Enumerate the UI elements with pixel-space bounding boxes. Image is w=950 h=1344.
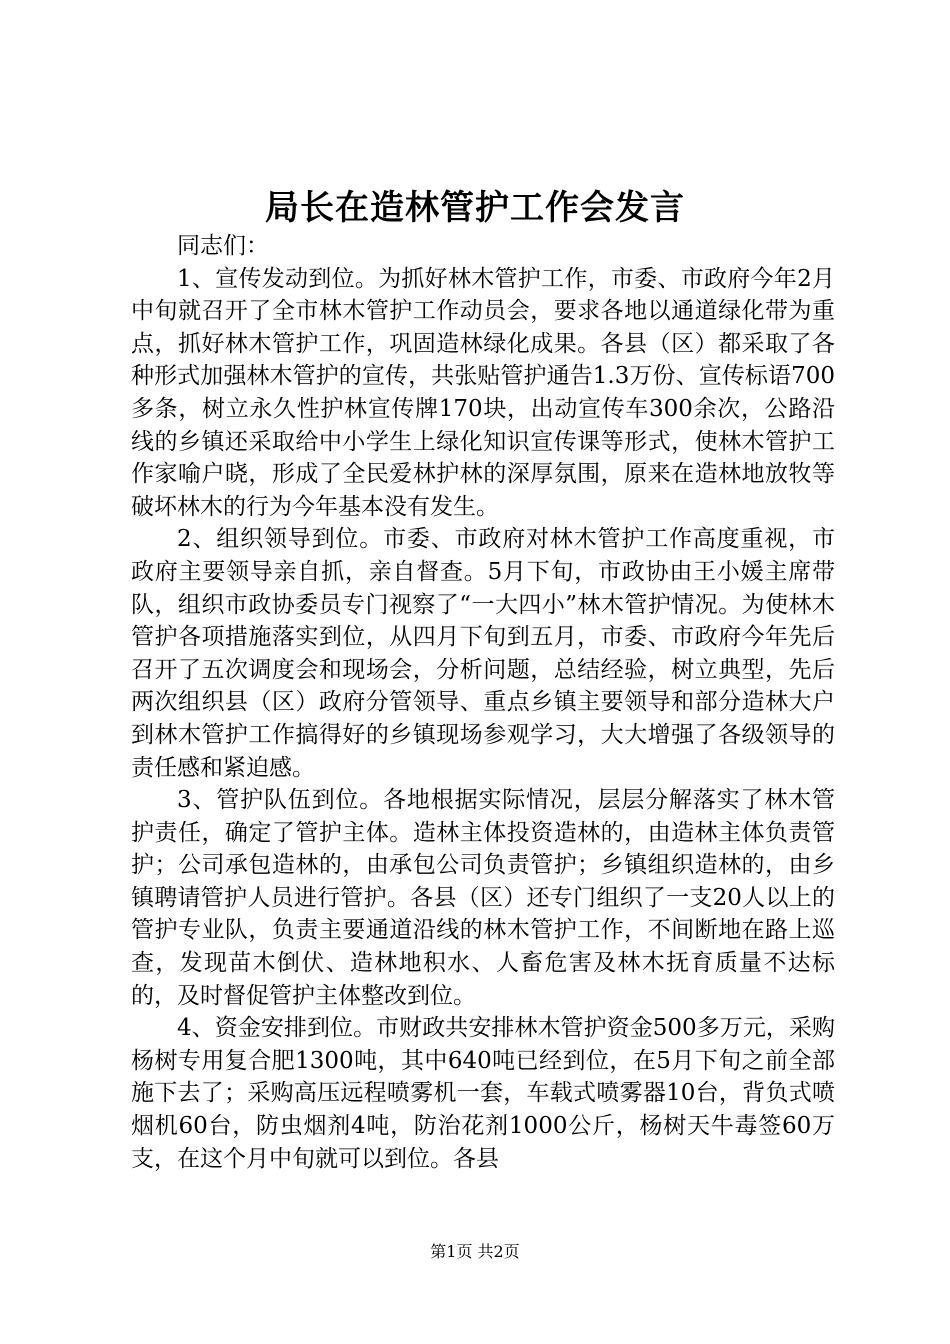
document-title: 局长在造林管护工作会发言 xyxy=(265,188,685,228)
page-footer: 第1页 共2页 xyxy=(430,1242,520,1261)
paragraph-1: 1、宣传发动到位。为抓好林木管护工作，市委、市政府今年2月中旬就召开了全市林木管护工作动员会，要求各地以通道绿化带为重点，抓好林木管护工作，巩固造林绿化成果。各县（区）都采取了各种形式加强林木管护的宣传，共张贴管护通告1.3万份、宣传标语700多条，树立永久性护林宣传牌170块，出动宣传车300余次，公路沿线的乡镇还采取给中小学生上绿化知识宣传课等形式，使林木管护工作家喻户晓，形成了全民爱林护林的深厚氛围，原来在造林地放牧等破坏林木的行为今年基本没有发生。 xyxy=(131,265,835,520)
salutation: 同志们： xyxy=(177,233,269,259)
paragraph-3: 3、管护队伍到位。各地根据实际情况，层层分解落实了林木管护责任，确定了管护主体。造林主体投资造林的，由造林主体负责管护；公司承包造林的，由承包公司负责管护；乡镇组织造林的，由乡镇聘请管护人员进行管护。各县（区）还专门组织了一支20人以上的管护专业队，负责主要通道沿线的林木管护工作，不间断地在路上巡查，发现苗木倒伏、造林地积水、人畜危害及林木抚育质量不达标的，及时督促管护主体整改到位。 xyxy=(131,787,835,1009)
paragraph-4: 4、资金安排到位。市财政共安排林木管护资金500多万元，采购杨树专用复合肥1300吨，其中640吨已经到位，在5月下旬之前全部施下去了；采购高压远程喷雾机一套，车载式喷雾器10台，背负式喷烟机60台，防虫烟剂4吨，防治花剂1000公斤，杨树天牛毒签60万支，在这个月中旬就可以到位。各县 xyxy=(131,1015,835,1172)
paragraph-2: 2、组织领导到位。市委、市政府对林木管护工作高度重视，市政府主要领导亲自抓，亲自督查。5月下旬，市政协由王小媛主席带队，组织市政协委员专门视察了“一大四小”林木管护情况。为使林木管护各项措施落实到位，从四月下旬到五月，市委、市政府今年先后召开了五次调度会和现场会，分析问题，总结经验，树立典型，先后两次组织县（区）政府分管领导、重点乡镇主要领导和部分造林大户到林木管护工作搞得好的乡镇现场参观学习，大大增强了各级领导的责任感和紧迫感。 xyxy=(131,526,835,781)
document-body xyxy=(131,230,835,1175)
